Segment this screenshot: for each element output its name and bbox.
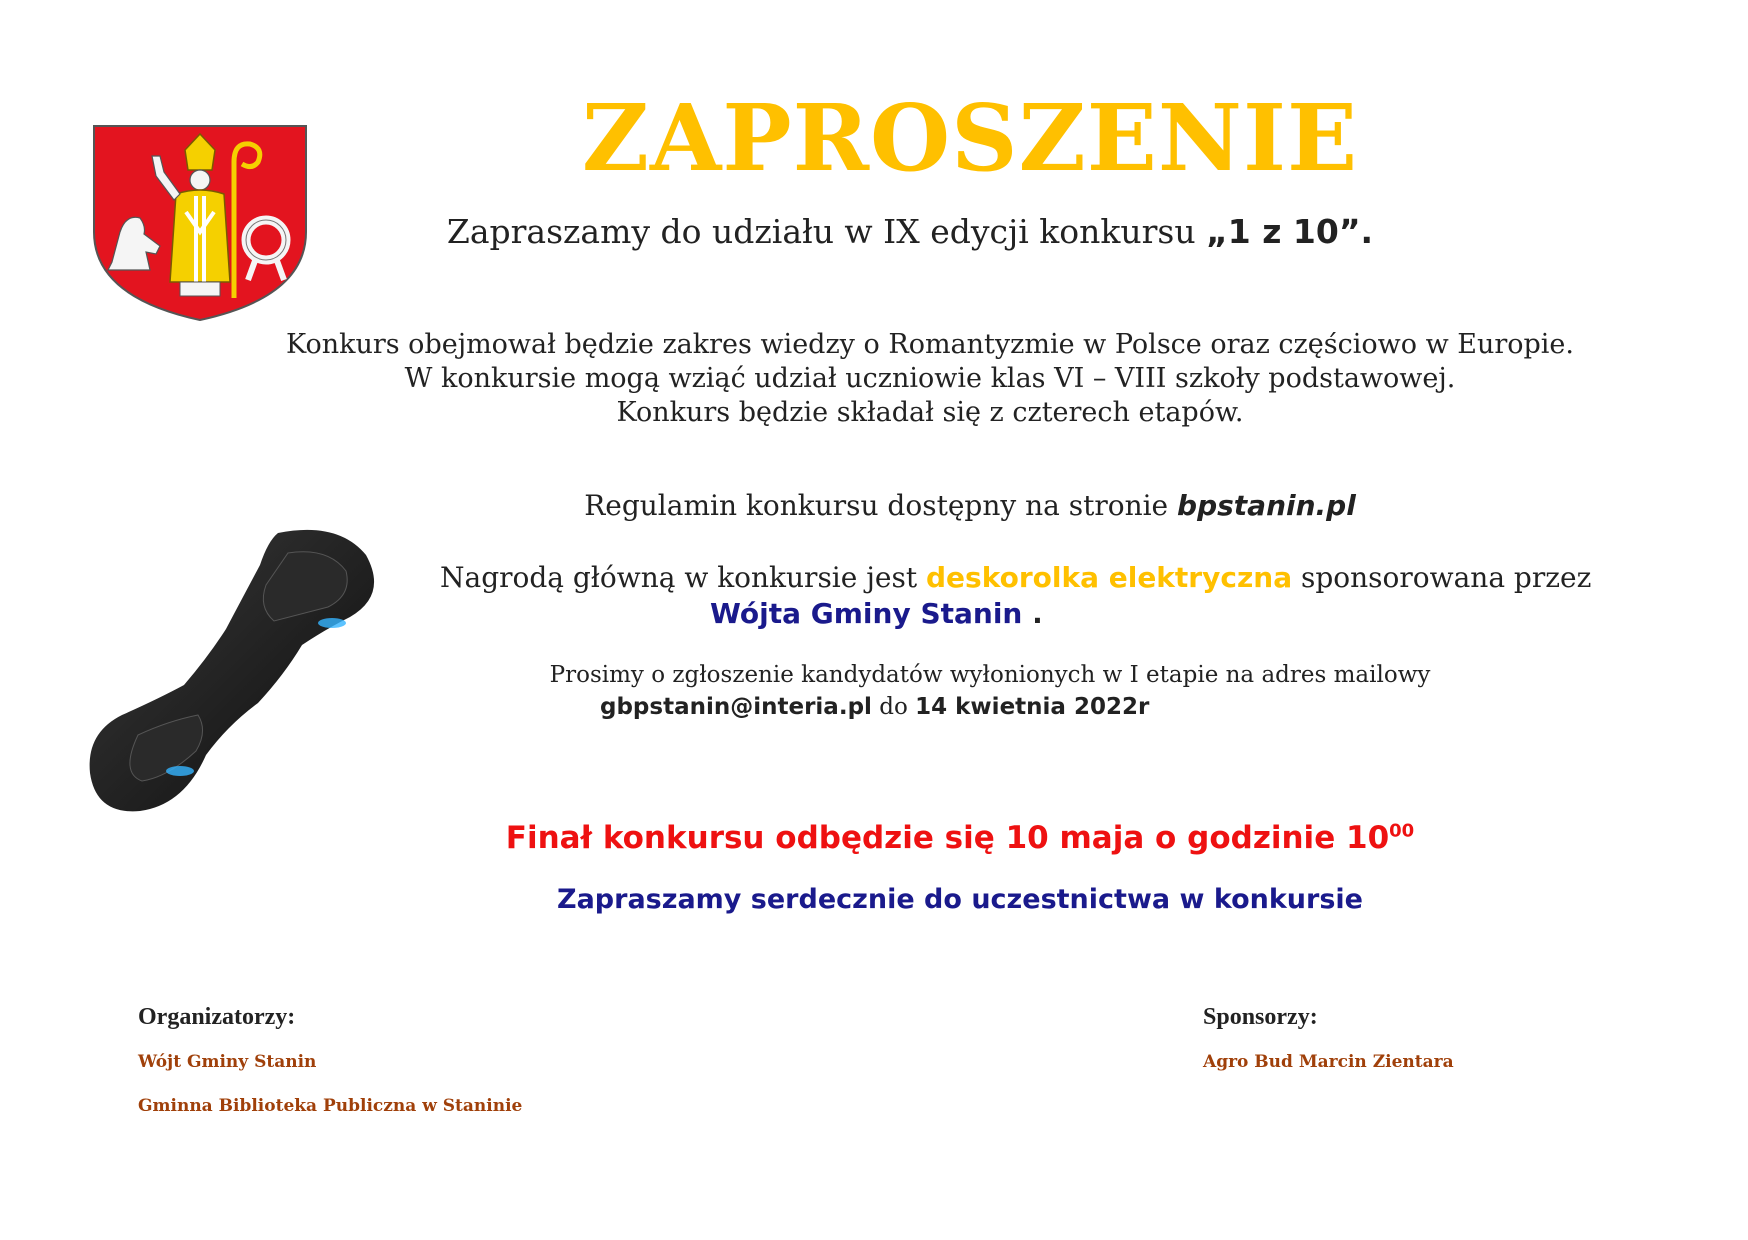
sponsors-heading: Sponsorzy: xyxy=(1203,1004,1318,1030)
organizer-item: Wójt Gminy Stanin xyxy=(138,1052,317,1072)
contact-email-link[interactable]: gbpstanin@interia.pl xyxy=(600,694,872,720)
rules-text: Regulamin konkursu dostępny na stronie xyxy=(584,489,1178,522)
rules-paragraph xyxy=(470,488,1470,524)
intro-line-participants: W konkursie mogą wziąć udział uczniowie klas VI – VIII szkoły podstawowej. xyxy=(404,363,1456,394)
final-announcement xyxy=(360,818,1560,858)
page-title: ZAPROSZENIE xyxy=(581,84,1359,192)
final-text: Finał konkursu odbędzie się 10 maja o godzinie 10 xyxy=(505,820,1390,856)
hoverboard-image xyxy=(88,525,383,815)
final-minutes: 00 xyxy=(1389,820,1415,842)
prize-text-after: sponsorowana przez xyxy=(1292,561,1592,594)
request-line: Prosimy o zgłoszenie kandydatów wyłonionych w I etapie na adres mailowy xyxy=(549,662,1431,688)
organizers-heading: Organizatorzy: xyxy=(138,1004,296,1030)
rules-site-link[interactable]: bpstanin.pl xyxy=(1177,489,1356,522)
coat-of-arms-image xyxy=(90,122,310,322)
invite-line: Zapraszamy serdecznie do uczestnictwa w konkursie xyxy=(557,884,1363,915)
deadline-date: 14 kwietnia 2022r xyxy=(915,694,1150,720)
request-email-line xyxy=(600,692,1149,722)
sponsor-item: Agro Bud Marcin Zientara xyxy=(1203,1052,1454,1072)
subtitle xyxy=(340,212,1480,252)
prize-sponsor-line xyxy=(710,596,1043,632)
prize-item: deskorolka elektryczna xyxy=(926,561,1293,594)
intro-line-stages: Konkurs będzie składał się z czterech etapów. xyxy=(616,397,1244,428)
prize-sponsor: Wójta Gminy Stanin xyxy=(710,597,1023,630)
prize-text-before: Nagrodą główną w konkursie jest xyxy=(440,561,927,594)
subtitle-text: Zapraszamy do udziału w IX edycji konkursu xyxy=(446,212,1207,251)
request-by: do xyxy=(871,694,916,720)
prize-paragraph xyxy=(440,560,1640,596)
organizer-item: Gminna Biblioteka Publiczna w Staninie xyxy=(138,1096,523,1116)
intro-line-scope: Konkurs obejmował będzie zakres wiedzy o Romantyzmie w Polsce oraz częściowo w Europie. xyxy=(286,329,1574,360)
contest-name: „1 z 10”. xyxy=(1206,212,1374,251)
prize-dot: . xyxy=(1022,597,1043,630)
